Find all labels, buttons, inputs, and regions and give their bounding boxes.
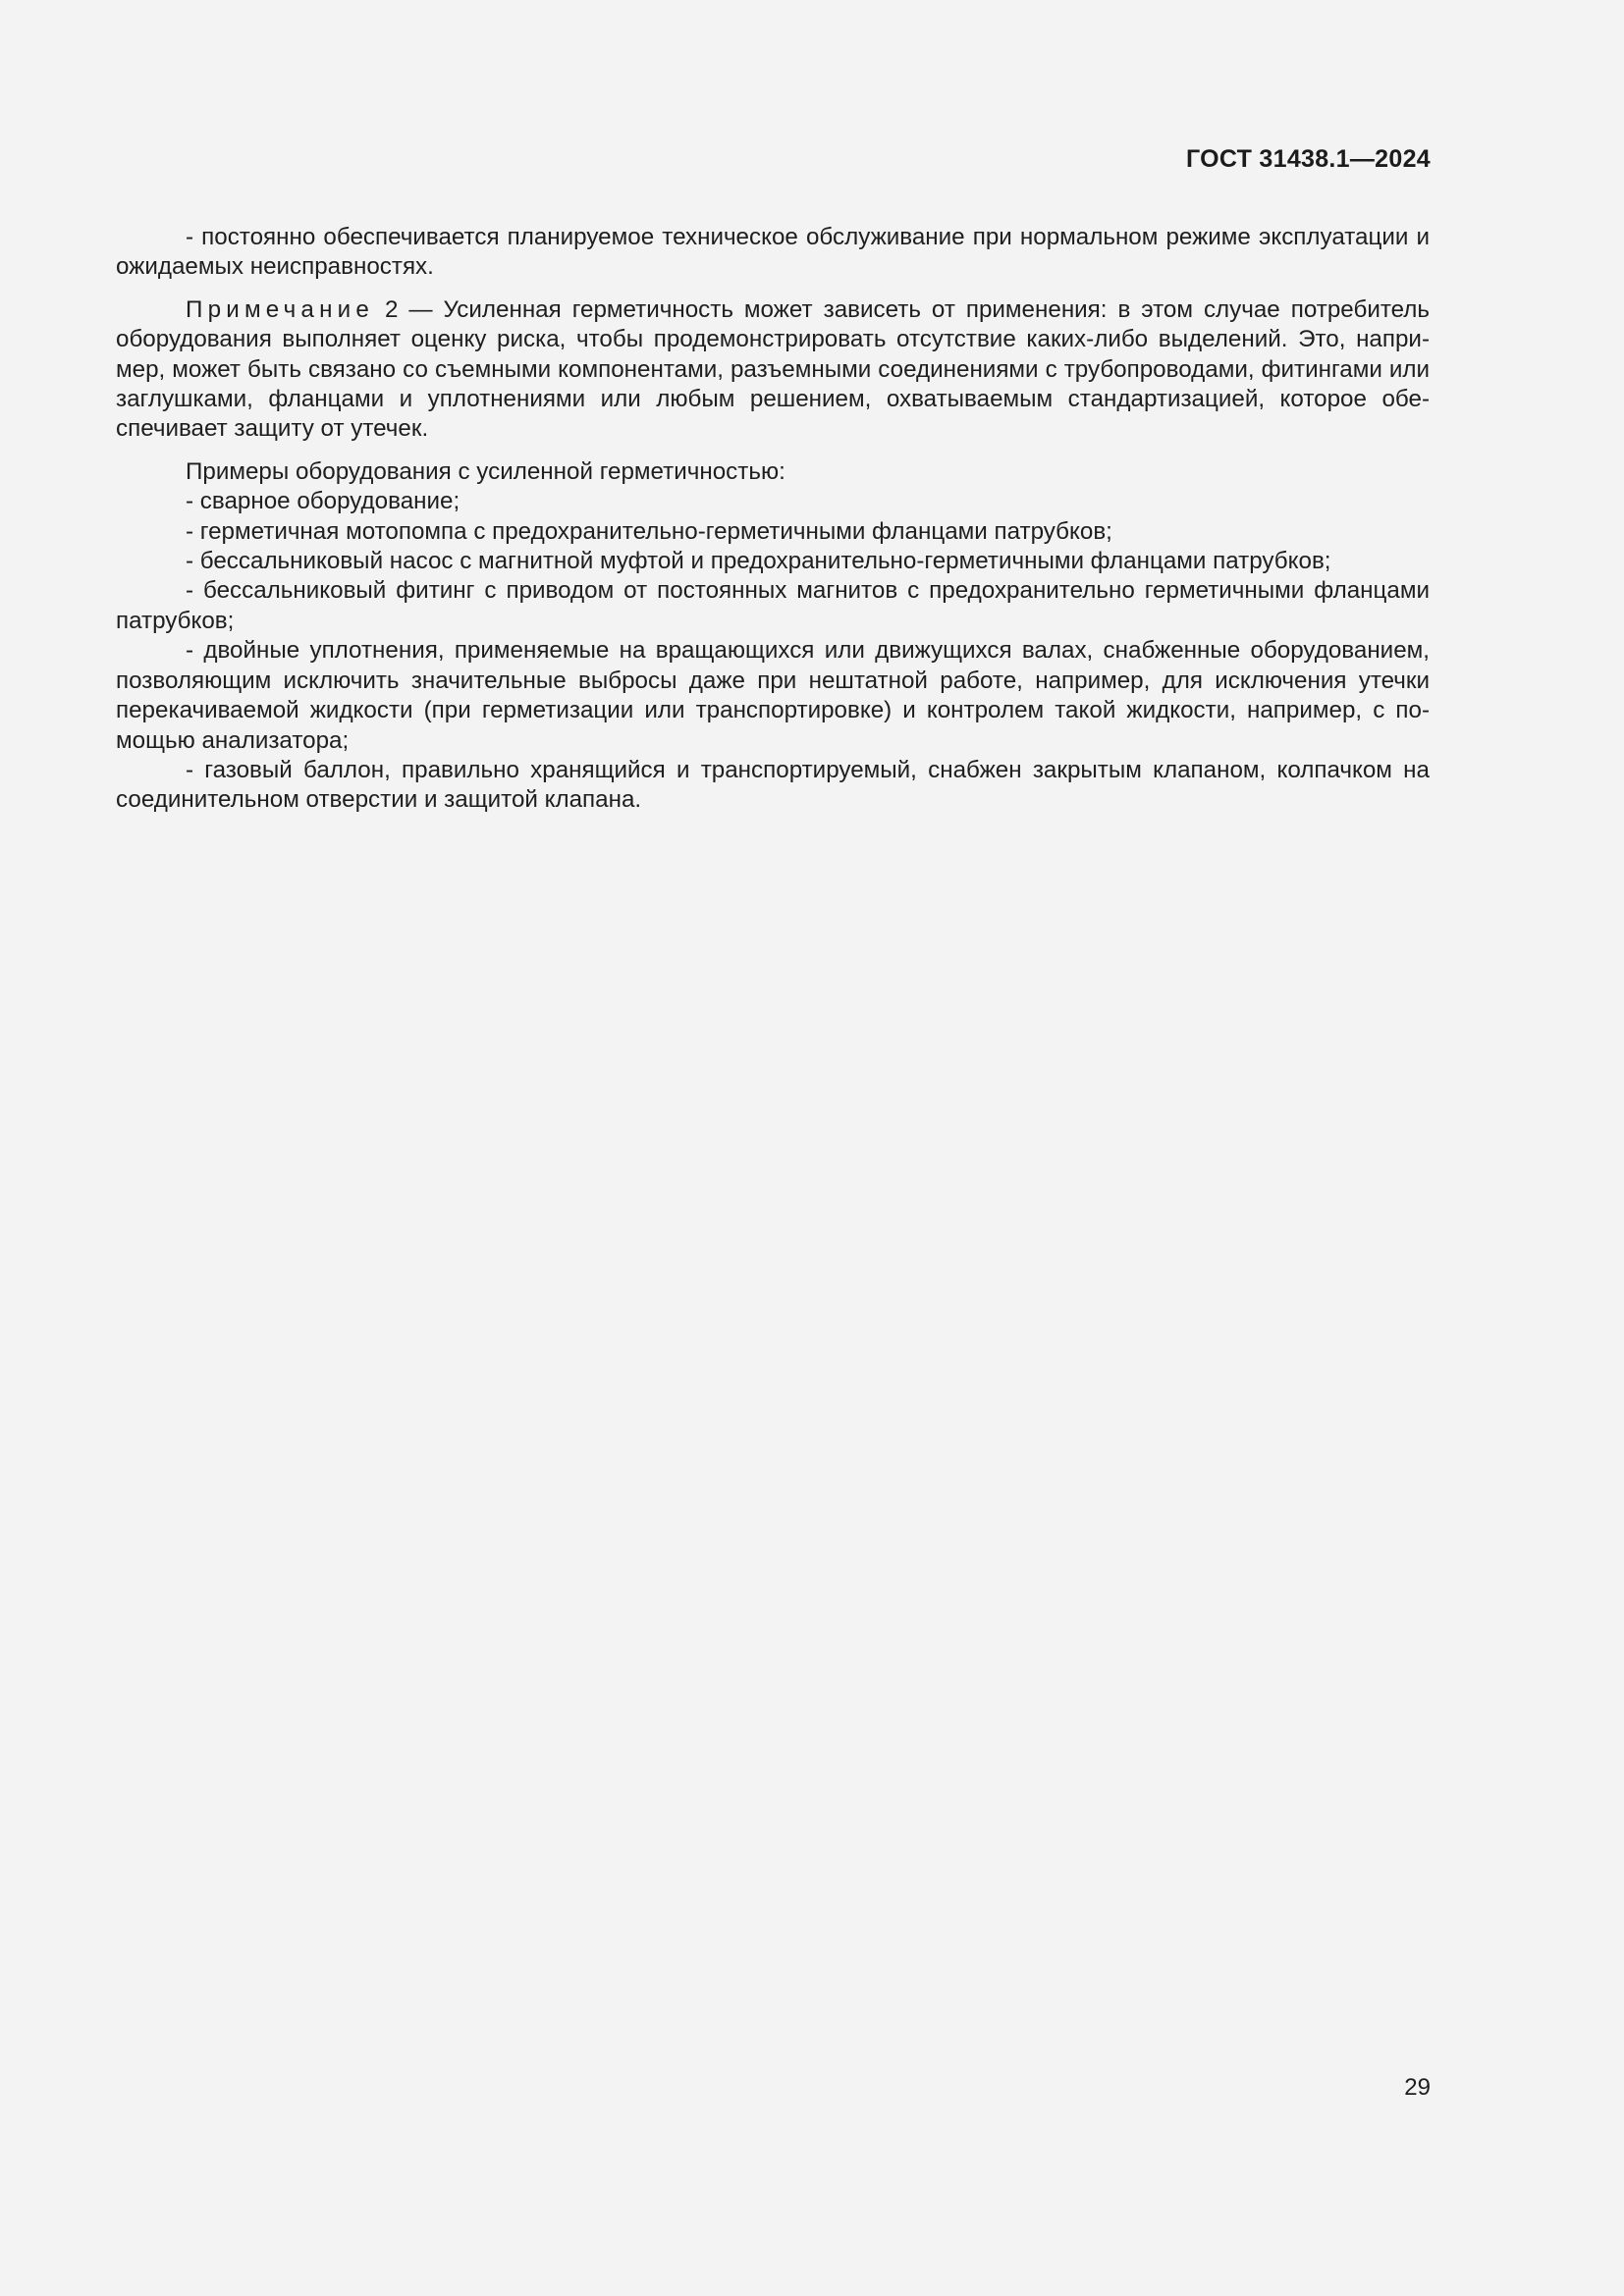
note-paragraph bbox=[116, 295, 1430, 445]
paragraph-maintenance: - постоянно обеспечивается планируемое техническое обслуживание при нормальном режиме эксплуатации и ожидаемых неисправностях. bbox=[116, 224, 1430, 281]
page-number: 29 bbox=[1404, 2074, 1431, 2101]
list-item-welded: - сварное оборудование; bbox=[186, 488, 460, 515]
document-code-header: ГОСТ 31438.1—2024 bbox=[1185, 145, 1431, 173]
list-item-double-seals: - двойные уплотнения, применяемые на вращающихся или движущихся валах, снабженные оборудованием, позволяющим исключить значительные выбросы даже при нештатной работе, например, для исключения утечки перекачиваемой жидкости (при герметизации или транспортировке) и контролем такой жидкости, например, с помощью анализатора; bbox=[116, 637, 1430, 754]
list-item-sealless-fitting: - бессальниковый фитинг с приводом от постоянных магнитов с предохранительно герметичными фланцами патрубков; bbox=[116, 577, 1430, 634]
examples-intro: Примеры оборудования с усиленной герметичностью: bbox=[186, 457, 785, 485]
note-label: Примечание bbox=[186, 295, 374, 323]
list-item-sealless-pump: - бессальниковый насос с магнитной муфтой и предохранительно-герметичными фланцами патрубков; bbox=[186, 548, 1331, 575]
list-item-gas-cylinder: - газовый баллон, правильно хранящийся и транспортируемый, снабжен закрытым клапаном, колпачком на соединительном отверстии и защитой клапана. bbox=[116, 756, 1430, 814]
document-body bbox=[116, 223, 1430, 816]
list-item-motor-pump: - герметичная мотопомпа с предохранительно-герметичными фланцами патрубков; bbox=[186, 517, 1112, 545]
note-text: 2 — Усиленная герметичность может зависеть от применения: в этом случае потребитель оборудования выполняет оценку риска, чтобы продемонстрировать отсутствие каких-либо выделений. Это, например, может быть связано со съемными компонентами, разъемными соединениями с трубопроводами, фитингами или заглушками, фланцами и уплотнениями или любым решением, охватываемым стандартизацией, которое обеспечивает защиту от утечек. bbox=[116, 295, 1430, 443]
